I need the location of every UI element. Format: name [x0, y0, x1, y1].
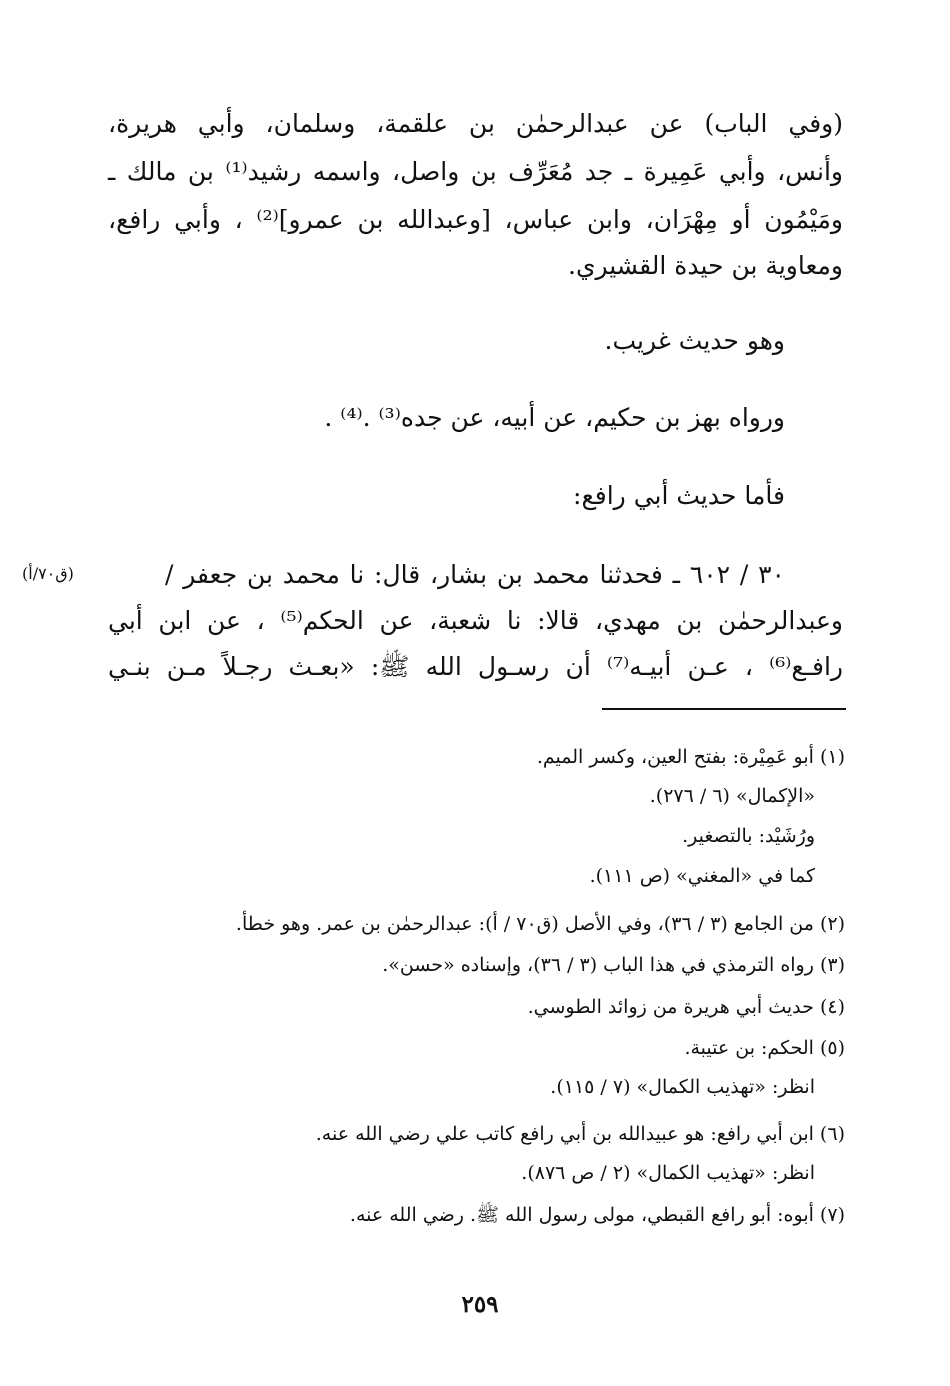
main-text-line: ومَيْمُون أو مِهْرَان، وابن عباس، [وعبدالله بن عمرو]⁽²⁾ ، وأبي رافع،	[108, 205, 843, 234]
footnote-line: ورُشَيْد: بالتصغير.	[682, 825, 815, 847]
main-text-line: وهو حديث غريب.	[604, 326, 785, 355]
main-text-line: وأنس، وأبي عَمِيرة ـ جد مُعَرِّف بن واصل، واسمه رشيد⁽¹⁾ بن مالك ـ	[108, 157, 843, 186]
footnote-separator	[602, 708, 846, 710]
footnote-line: انظر: «تهذيب الكمال» (٧ / ١١٥).	[550, 1076, 815, 1098]
footnote-line: (٣) رواه الترمذي في هذا الباب (٣ / ٣٦)، وإسناده «حسن».	[382, 954, 845, 976]
page-number: ٢٥٩	[461, 1291, 499, 1318]
footnote-line: «الإكمال» (٦ / ٢٧٦).	[649, 785, 815, 807]
footnote-line: (٤) حديث أبي هريرة من زوائد الطوسي.	[527, 996, 845, 1018]
footnote-line: (١) أبو عَمِيْرة: بفتح العين، وكسر الميم.	[536, 746, 845, 768]
main-text-line: ومعاوية بن حيدة القشيري.	[568, 251, 843, 280]
footnote-line: كما في «المغني» (ص ١١١).	[589, 865, 815, 887]
manuscript-margin-note: (ق٧٠/أ)	[22, 564, 74, 583]
main-text-line: رافـع⁽⁶⁾ ، عـن أبيـه⁽⁷⁾ أن رسـول الله ﷺ: «بعـث رجـلاً مـن بنـي	[108, 652, 843, 681]
main-text-line: (وفي الباب) عن عبدالرحمٰن بن علقمة، وسلمان، وأبي هريرة،	[108, 109, 843, 138]
footnote-line: (٦) ابن أبي رافع: هو عبيدالله بن أبي رافع كاتب علي رضي الله عنه.	[315, 1123, 845, 1145]
footnote-line: انظر: «تهذيب الكمال» (٢ / ص ٨٧٦).	[521, 1162, 815, 1184]
main-text-line: فأما حديث أبي رافع:	[573, 481, 785, 510]
main-text-line: ورواه بهز بن حكيم، عن أبيه، عن جده⁽³⁾ .⁽⁴⁾ .	[324, 403, 785, 432]
footnote-line: (٢) من الجامع (٣ / ٣٦)، وفي الأصل (ق٧٠ / أ): عبدالرحمٰن بن عمر. وهو خطأ.	[235, 913, 845, 935]
footnote-line: (٧) أبوه: أبو رافع القبطي، مولى رسول الله ﷺ. رضي الله عنه.	[349, 1204, 845, 1226]
main-text-line: وعبدالرحمٰن بن مهدي، قالا: نا شعبة، عن الحكم⁽⁵⁾ ، عن ابن أبي	[108, 606, 844, 635]
main-text-line: ٣٠ / ٦٠٢ ـ فحدثنا محمد بن بشار، قال: نا محمد بن جعفر /	[165, 560, 785, 589]
footnote-line: (٥) الحكم: بن عتيبة.	[684, 1037, 845, 1059]
